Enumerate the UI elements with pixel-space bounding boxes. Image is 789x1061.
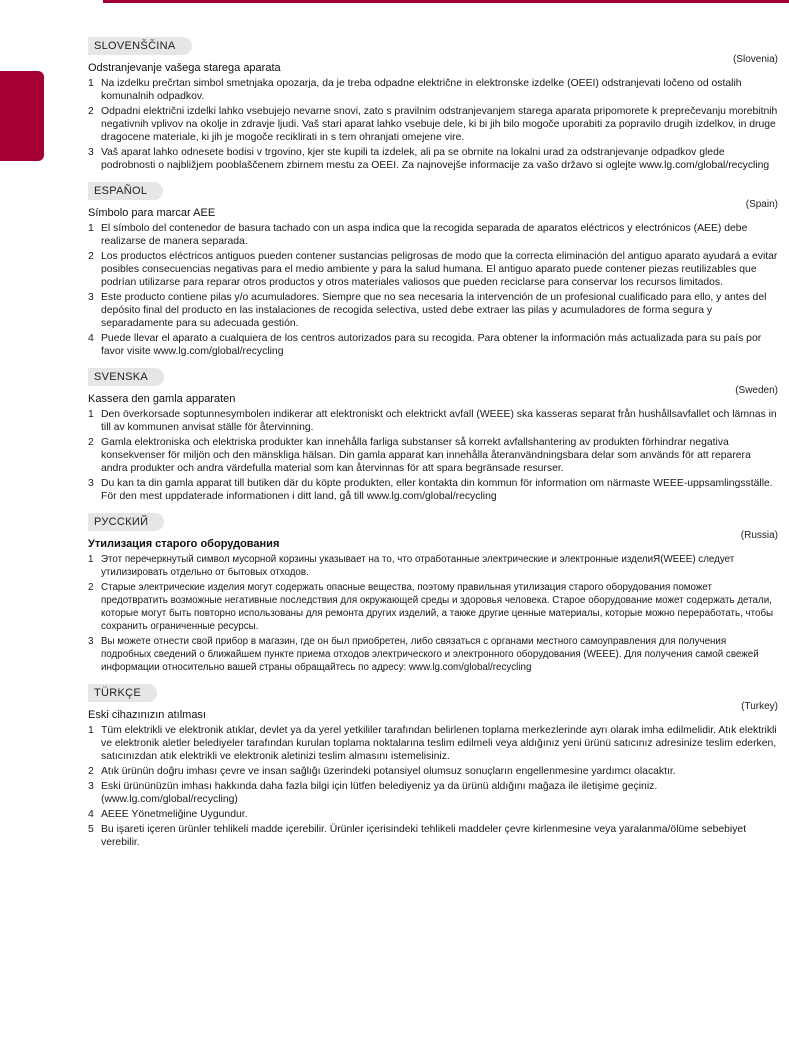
list-item: [88, 291, 778, 330]
language-section: [88, 181, 778, 358]
list-item: [88, 146, 778, 172]
list-item-number: 3: [88, 781, 94, 792]
list-item: [88, 408, 778, 434]
list-item-text: Старые электрические изделия могут содержать опасные вещества, поэтому правильная утилизация старого оборудования поможет предотвратить возможные негативные последствия для окружающей среды и здоровья человека. Старое оборудование может содержать детали, которые могут быть повторно использованы для ремонта других изделий, а также другие ценные материалы, которые можно переработать, чтобы сохранить ограниченные ресурсы.: [101, 582, 774, 632]
list-item-text: Este producto contiene pilas y/o acumuladores. Siempre que no sea necesaria la intervención de un profesional cualificado para ello, y antes del depósito final del producto en las instalaciones de recogida selectiva, usted debe extraer las pilas y acumuladores de forma segura y separadamente para su adecuada gestión.: [101, 292, 767, 329]
list-item-number: 1: [88, 409, 94, 420]
list-item: [88, 635, 778, 674]
language-section: [88, 36, 778, 172]
numbered-list: [88, 408, 778, 503]
list-item-number: 1: [88, 223, 94, 234]
list-item-text: Odpadni električni izdelki lahko vsebujejo nevarne snovi, zato s pravilnim odstranjevanjem starega aparata pripomorete k preprečevanju morebitnih negativnih vplivov na okolje in zdravje ljudi. Vaš stari aparat lahko vsebuje dele, ki bi jih bilo mogoče uporabiti za popravilo drugih izdelkov, in druge dragocene materiale, ki jih je mogoče reciklirati in s tem ohranjati omejene vire.: [101, 106, 778, 143]
section-title: Eski cihazınızın atılması: [88, 709, 206, 721]
list-item: [88, 250, 778, 289]
list-item: [88, 780, 778, 806]
list-item: [88, 436, 778, 475]
numbered-list: [88, 77, 778, 172]
language-heading: ESPAÑOL: [88, 182, 163, 200]
language-section: [88, 367, 778, 503]
list-item: [88, 581, 778, 633]
country-label: (Spain): [745, 199, 778, 210]
numbered-list: [88, 222, 778, 358]
list-item-number: 2: [88, 437, 94, 448]
list-item-number: 2: [88, 106, 94, 117]
document-body: [88, 36, 778, 858]
chapter-side-tab: [0, 71, 44, 161]
list-item: [88, 477, 778, 503]
language-heading: SLOVENŠČINA: [88, 37, 192, 55]
list-item-number: 2: [88, 766, 94, 777]
list-item-text: Vaš aparat lahko odnesete bodisi v trgovino, kjer ste kupili ta izdelek, ali pa se obrnite na lokalni urad za odstranjevanje odpadkov glede podrobnosti o najbližjem pooblaščenem zbirnem mestu za OEEI. Za najnovejše informacije za vašo državo si oglejte www.lg.com/global/recycling: [101, 147, 770, 171]
list-item: [88, 724, 778, 763]
list-item: [88, 553, 778, 579]
list-item-text: Этот перечеркнутый символ мусорной корзины указывает на то, что отработанные электрические и электронные изделиЯ(WEEE) следует утилизировать отдельно от бытовых отходов.: [101, 554, 735, 578]
country-label: (Turkey): [741, 701, 778, 712]
list-item-text: Gamla elektroniska och elektriska produkter kan innehålla farliga substanser så korrekt avfallshantering av produkten förhindrar negativa konsekvenser för miljön och den mänskliga hälsan. Din gamla apparat kan innehålla återanvändningsbara delar som används för att reparera andra produkter och andra värdefulla material som kan återvinnas för att spara begränsade resurser.: [101, 437, 751, 474]
list-item-number: 2: [88, 251, 94, 262]
list-item-text: AEEE Yönetmeliğine Uygundur.: [101, 809, 248, 820]
language-heading: TÜRKÇE: [88, 684, 157, 702]
list-item-number: 1: [88, 554, 94, 565]
language-heading: SVENSKA: [88, 368, 164, 386]
section-title: Kassera den gamla apparaten: [88, 393, 236, 405]
language-heading: РУССКИЙ: [88, 513, 164, 531]
list-item: [88, 808, 778, 821]
section-title: Odstranjevanje vašega starega aparata: [88, 62, 281, 74]
list-item-number: 5: [88, 824, 94, 835]
list-item-number: 2: [88, 582, 94, 593]
language-section: [88, 512, 778, 674]
list-item-number: 4: [88, 809, 94, 820]
list-item: [88, 765, 778, 778]
header-accent-line: [103, 0, 789, 3]
country-label: (Sweden): [735, 385, 778, 396]
list-item-number: 3: [88, 147, 94, 158]
list-item-text: Вы можете отнести свой прибор в магазин, где он был приобретен, либо связаться с органами местного самоуправления для получения подробных сведений о ближайшем пункте приема отходов электрического и электронного оборудования (WEEE). Для получения самой свежей информации относительно вашей страны обращайтесь по адресу: www.lg.com/global/recycling: [101, 636, 759, 673]
list-item-text: Atık ürünün doğru imhası çevre ve insan sağlığı üzerindeki potansiyel olumsuz sonuçların engellenmesine yardımcı olacaktır.: [101, 766, 676, 777]
list-item-text: Los productos eléctricos antiguos pueden contener sustancias peligrosas de modo que la correcta eliminación del antiguo aparato ayudará a evitar posibles consecuencias negativas para el medio ambiente y para la salud humana. El antiguo aparato puede contener piezas reutilizables que podrían utilizarse para reparar otros productos y otros materiales valiosos que pueden reciclarse para conservar los recursos limitados.: [101, 251, 778, 288]
list-item-number: 3: [88, 292, 94, 303]
country-label: (Russia): [740, 530, 778, 541]
list-item: [88, 332, 778, 358]
list-item-text: Bu işareti içeren ürünler tehlikeli madde içerebilir. Ürünler içerisindeki tehlikeli maddeler çevre kirlenmesine veya yaralanma/ölüme sebebiyet verebilir.: [101, 824, 747, 848]
list-item-number: 3: [88, 636, 94, 647]
language-section: [88, 683, 778, 849]
list-item: [88, 222, 778, 248]
list-item: [88, 823, 778, 849]
country-label: (Slovenia): [732, 54, 778, 65]
list-item-text: Eski ürününüzün imhası hakkında daha fazla bilgi için lütfen belediyeniz ya da ürünü aldığını mağaza ile iletişime geçiniz. (www.lg.com/global/recycling): [101, 781, 658, 805]
list-item: [88, 105, 778, 144]
section-title: Утилизация старого оборудования: [88, 538, 280, 550]
list-item-number: 4: [88, 333, 94, 344]
list-item-text: El símbolo del contenedor de basura tachado con un aspa indica que la recogida separada de aparatos eléctricos y electrónicos (AEE) debe realizarse de manera separada.: [101, 223, 748, 247]
list-item-number: 3: [88, 478, 94, 489]
list-item-text: Na izdelku prečrtan simbol smetnjaka opozarja, da je treba odpadne električne in elektronske izdelke (OEEI) odstranjevati ločeno od ostalih komunalnih odpadkov.: [101, 78, 742, 102]
section-title: Símbolo para marcar AEE: [88, 207, 216, 219]
list-item: [88, 77, 778, 103]
list-item-number: 1: [88, 725, 94, 736]
numbered-list: [88, 724, 778, 849]
list-item-text: Du kan ta din gamla apparat till butiken där du köpte produkten, eller kontakta din kommun för information om närmaste WEEE-uppsamlingsställe. För den mest uppdaterade informationen i ditt land, gå till www.lg.com/global/recycling: [101, 478, 773, 502]
list-item-text: Tüm elektrikli ve elektronik atıklar, devlet ya da yerel yetkililer tarafından belirlenen toplama merkezlerinde ayrı olarak imha edilmelidir. Atık elektrikli ve elektronik aletler belediyeler tarafından kurulan toplama noktalarına teslim edilmeli veya aldığınız yeni ürünü satıcınız adresinize teslim ederken, satıcınızdan atık elektrikli ve elektronik aletinizi teslim almasını istemelisiniz.: [101, 725, 777, 762]
list-item-number: 1: [88, 78, 94, 89]
list-item-text: Den överkorsade soptunnesymbolen indikerar att elektroniskt och elektrickt avfall (WEEE) ska kasseras separat från hushållsavfallet och lämnas in till av kommunen anvisat ställe för återvinning.: [101, 409, 777, 433]
numbered-list: [88, 553, 778, 674]
list-item-text: Puede llevar el aparato a cualquiera de los centros autorizados para su recogida. Para obtener la información más actualizada para su país por favor visite www.lg.com/global/recycling: [101, 333, 762, 357]
